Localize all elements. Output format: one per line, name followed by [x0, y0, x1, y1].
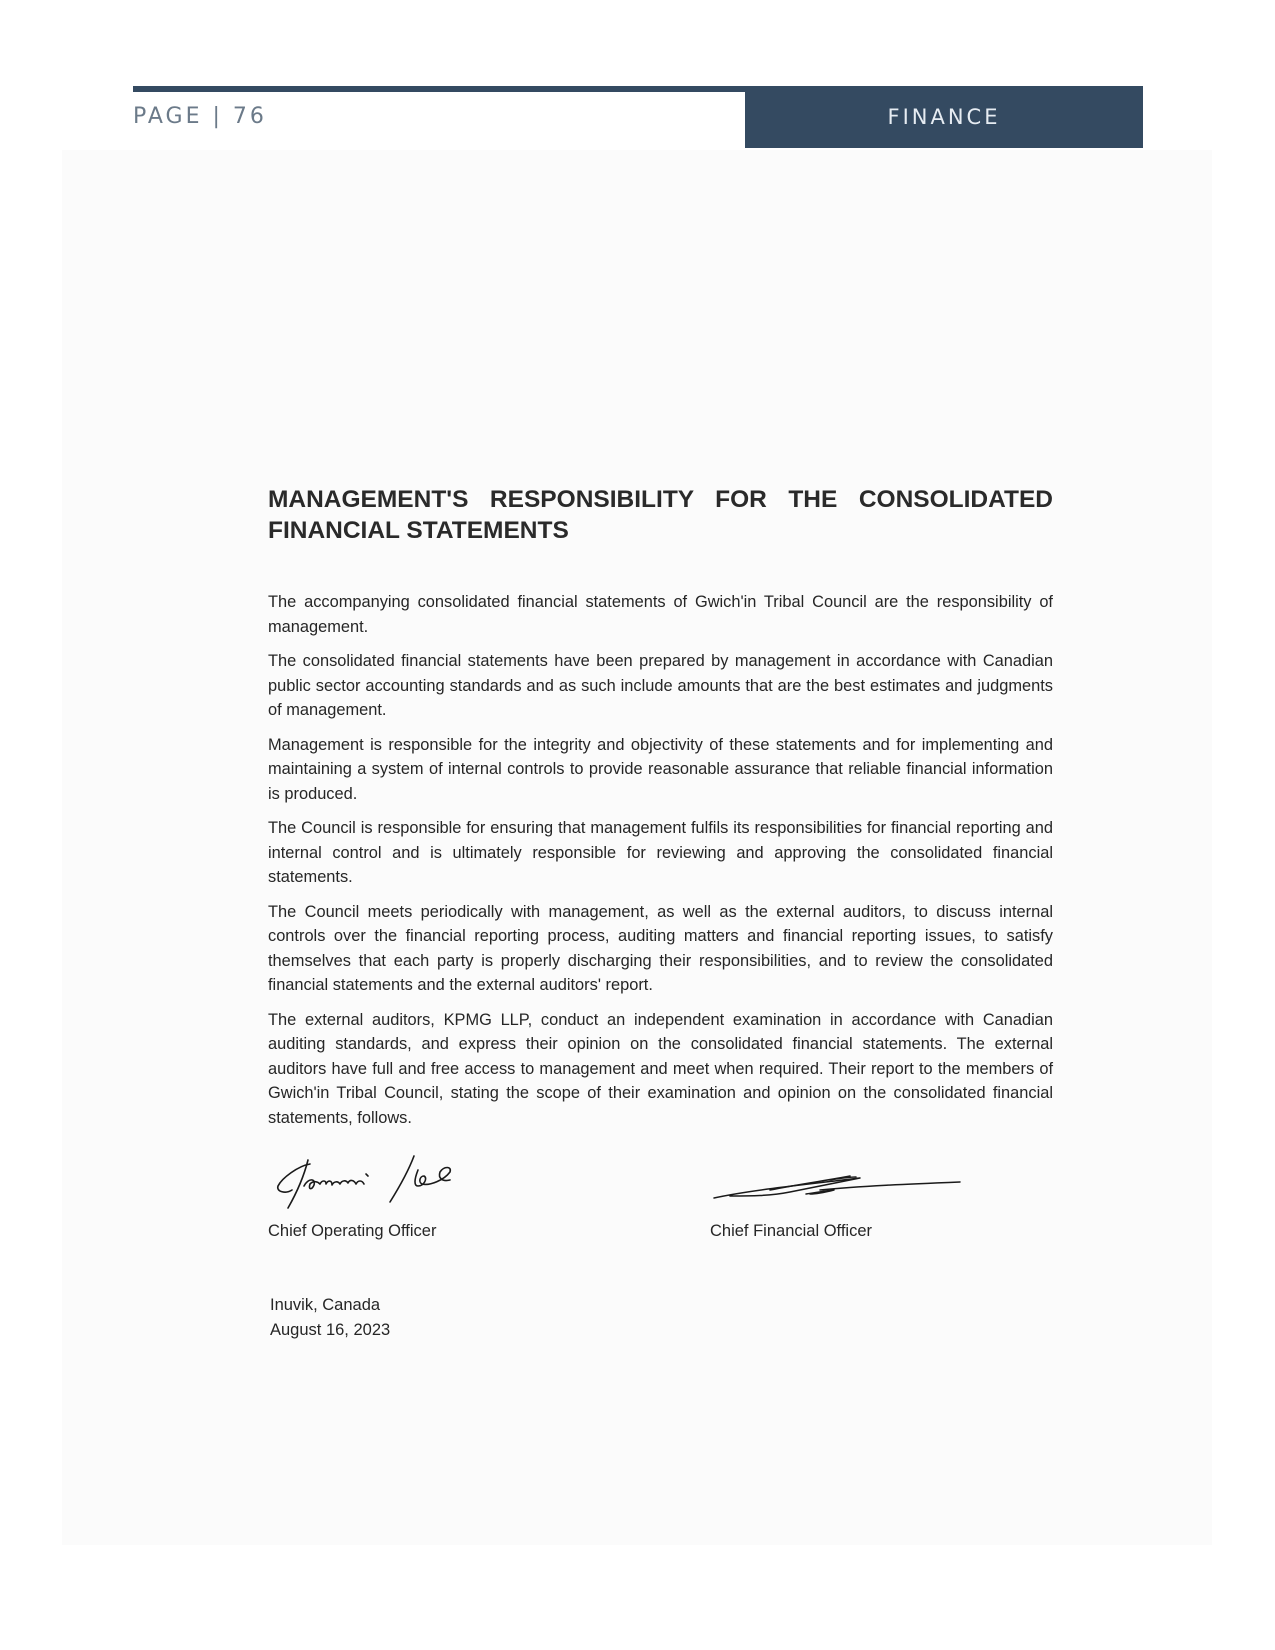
paragraph: The Council is responsible for ensuring that management fulfils its responsibilities for financial reporting and internal control and is ultimately responsible for reviewing and approving the consolidated financial statements.	[268, 819, 1053, 886]
coo-title: Chief Operating Officer	[268, 1222, 437, 1240]
place-and-date	[270, 1293, 390, 1343]
page-number-label: PAGE | 76	[133, 104, 267, 129]
section-tab	[745, 86, 1143, 148]
paragraph: The Council meets periodically with management, as well as the external auditors, to discuss internal controls over the financial reporting process, auditing matters and financial reporting issues, to satisfy themselves that each party is properly discharging their responsibilities, and to review the consolidated financial statements and the external auditors' report.	[268, 902, 1053, 994]
coo-signature-icon	[268, 1150, 468, 1216]
statement-body	[268, 484, 1053, 1140]
coo-signature-block	[268, 1150, 468, 1241]
date-text: August 16, 2023	[270, 1321, 391, 1339]
paragraph: The accompanying consolidated financial statements of Gwich'in Tribal Council are the responsibility of management.	[268, 593, 1053, 636]
paragraph: Management is responsible for the integrity and objectivity of these statements and for implementing and maintaining a system of internal controls to provide reasonable assurance that reliable financial information is produced.	[268, 735, 1053, 803]
cfo-signature-block	[710, 1150, 970, 1241]
place-text: Inuvik, Canada	[270, 1296, 381, 1314]
cfo-signature-icon	[710, 1150, 970, 1216]
cfo-title: Chief Financial Officer	[710, 1222, 873, 1240]
section-title: FINANCE	[887, 105, 1001, 129]
paragraph: The consolidated financial statements have been prepared by management in accordance with Canadian public sector accounting standards and as such include amounts that are the best estimates and judgments of management.	[268, 652, 1053, 719]
document-title: MANAGEMENT'S RESPONSIBILITY FOR THE CONSOLIDATED FINANCIAL STATEMENTS	[268, 486, 1053, 544]
signature-row	[268, 1150, 1068, 1250]
paragraph: The external auditors, KPMG LLP, conduct an independent examination in accordance with Canadian auditing standards, and express their opinion on the consolidated financial statements. The external auditors have full and free access to management and meet when required. Their report to the members of Gwich'in Tribal Council, stating the scope of their examination and opinion on the consolidated financial statements, follows.	[268, 1010, 1053, 1127]
